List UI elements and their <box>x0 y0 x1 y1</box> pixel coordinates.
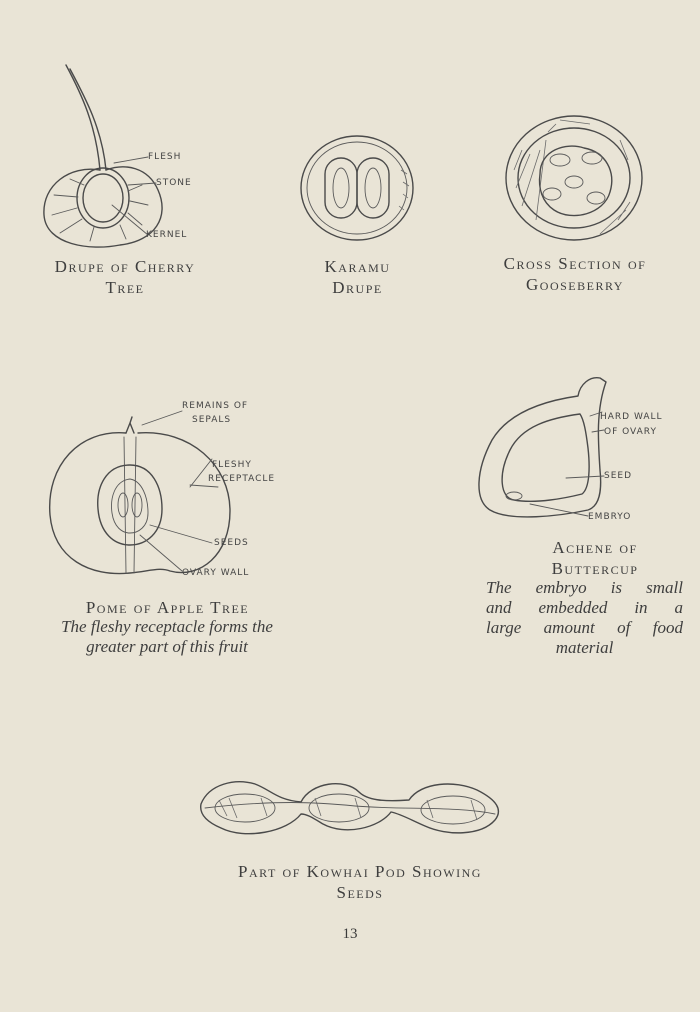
buttercup-description-line1: The embryo is small <box>486 578 683 597</box>
sepals-label-line2: SEPALS <box>192 415 232 425</box>
cherry-caption-line2: Tree <box>105 278 145 297</box>
seed-label: SEED <box>604 471 633 481</box>
apple-description-line2: greater part of this fruit <box>86 637 248 656</box>
kowhai-caption-line2: Seeds <box>336 883 384 902</box>
cherry-caption-line1: Drupe of Cherry <box>54 257 196 276</box>
apple-pome-drawing <box>40 395 300 590</box>
kowhai-pod-figure <box>195 770 510 845</box>
gooseberry-figure <box>500 110 650 250</box>
kowhai-caption <box>200 861 520 903</box>
gooseberry-drawing <box>500 110 650 250</box>
karamu-caption <box>270 256 445 298</box>
karamu-caption-line2: Drupe <box>332 278 383 297</box>
flesh-label: FLESH <box>148 152 182 162</box>
receptacle-label-line2: RECEPTACLE <box>208 474 276 484</box>
embryo-label: EMBRYO <box>588 512 632 522</box>
buttercup-caption-line2: Buttercup <box>551 559 639 578</box>
apple-pome-figure <box>40 395 300 590</box>
cherry-drupe-figure <box>30 55 220 255</box>
cherry-drupe-drawing <box>30 55 220 255</box>
buttercup-description-line2: and embedded in a <box>486 598 683 617</box>
apple-caption: Pome of Apple Tree <box>85 598 250 617</box>
gooseberry-caption-line1: Cross Section of <box>503 254 647 273</box>
buttercup-caption <box>500 537 690 579</box>
stone-label: STONE <box>156 178 192 188</box>
seeds-label: SEEDS <box>214 538 249 548</box>
receptacle-label-line1: FLESHY <box>212 460 252 470</box>
buttercup-description-line3: large amount of food <box>486 618 683 637</box>
gooseberry-caption <box>470 253 680 295</box>
buttercup-achene-figure <box>470 370 690 530</box>
page-number: 13 <box>342 926 358 942</box>
gooseberry-caption-line2: Gooseberry <box>526 275 624 294</box>
cherry-caption <box>20 256 230 298</box>
kowhai-pod-drawing <box>195 770 510 845</box>
karamu-drupe-figure <box>295 130 420 250</box>
apple-description <box>22 617 312 657</box>
sepals-label-line1: REMAINS OF <box>182 401 249 411</box>
buttercup-caption-line1: Achene of <box>552 538 638 557</box>
karamu-drupe-drawing <box>295 130 420 250</box>
hard-wall-label-line2: OF OVARY <box>604 427 657 437</box>
buttercup-achene-drawing <box>470 370 690 530</box>
karamu-caption-line1: Karamu <box>324 257 391 276</box>
buttercup-description-line4: material <box>555 638 614 657</box>
buttercup-description <box>486 578 683 658</box>
apple-description-line1: The fleshy receptacle forms the <box>61 617 273 636</box>
hard-wall-label-line1: HARD WALL <box>600 412 663 422</box>
kowhai-caption-line1: Part of Kowhai Pod Showing <box>238 862 482 881</box>
kernel-label: KERNEL <box>146 230 188 240</box>
ovary-wall-label: OVARY WALL <box>182 568 250 578</box>
